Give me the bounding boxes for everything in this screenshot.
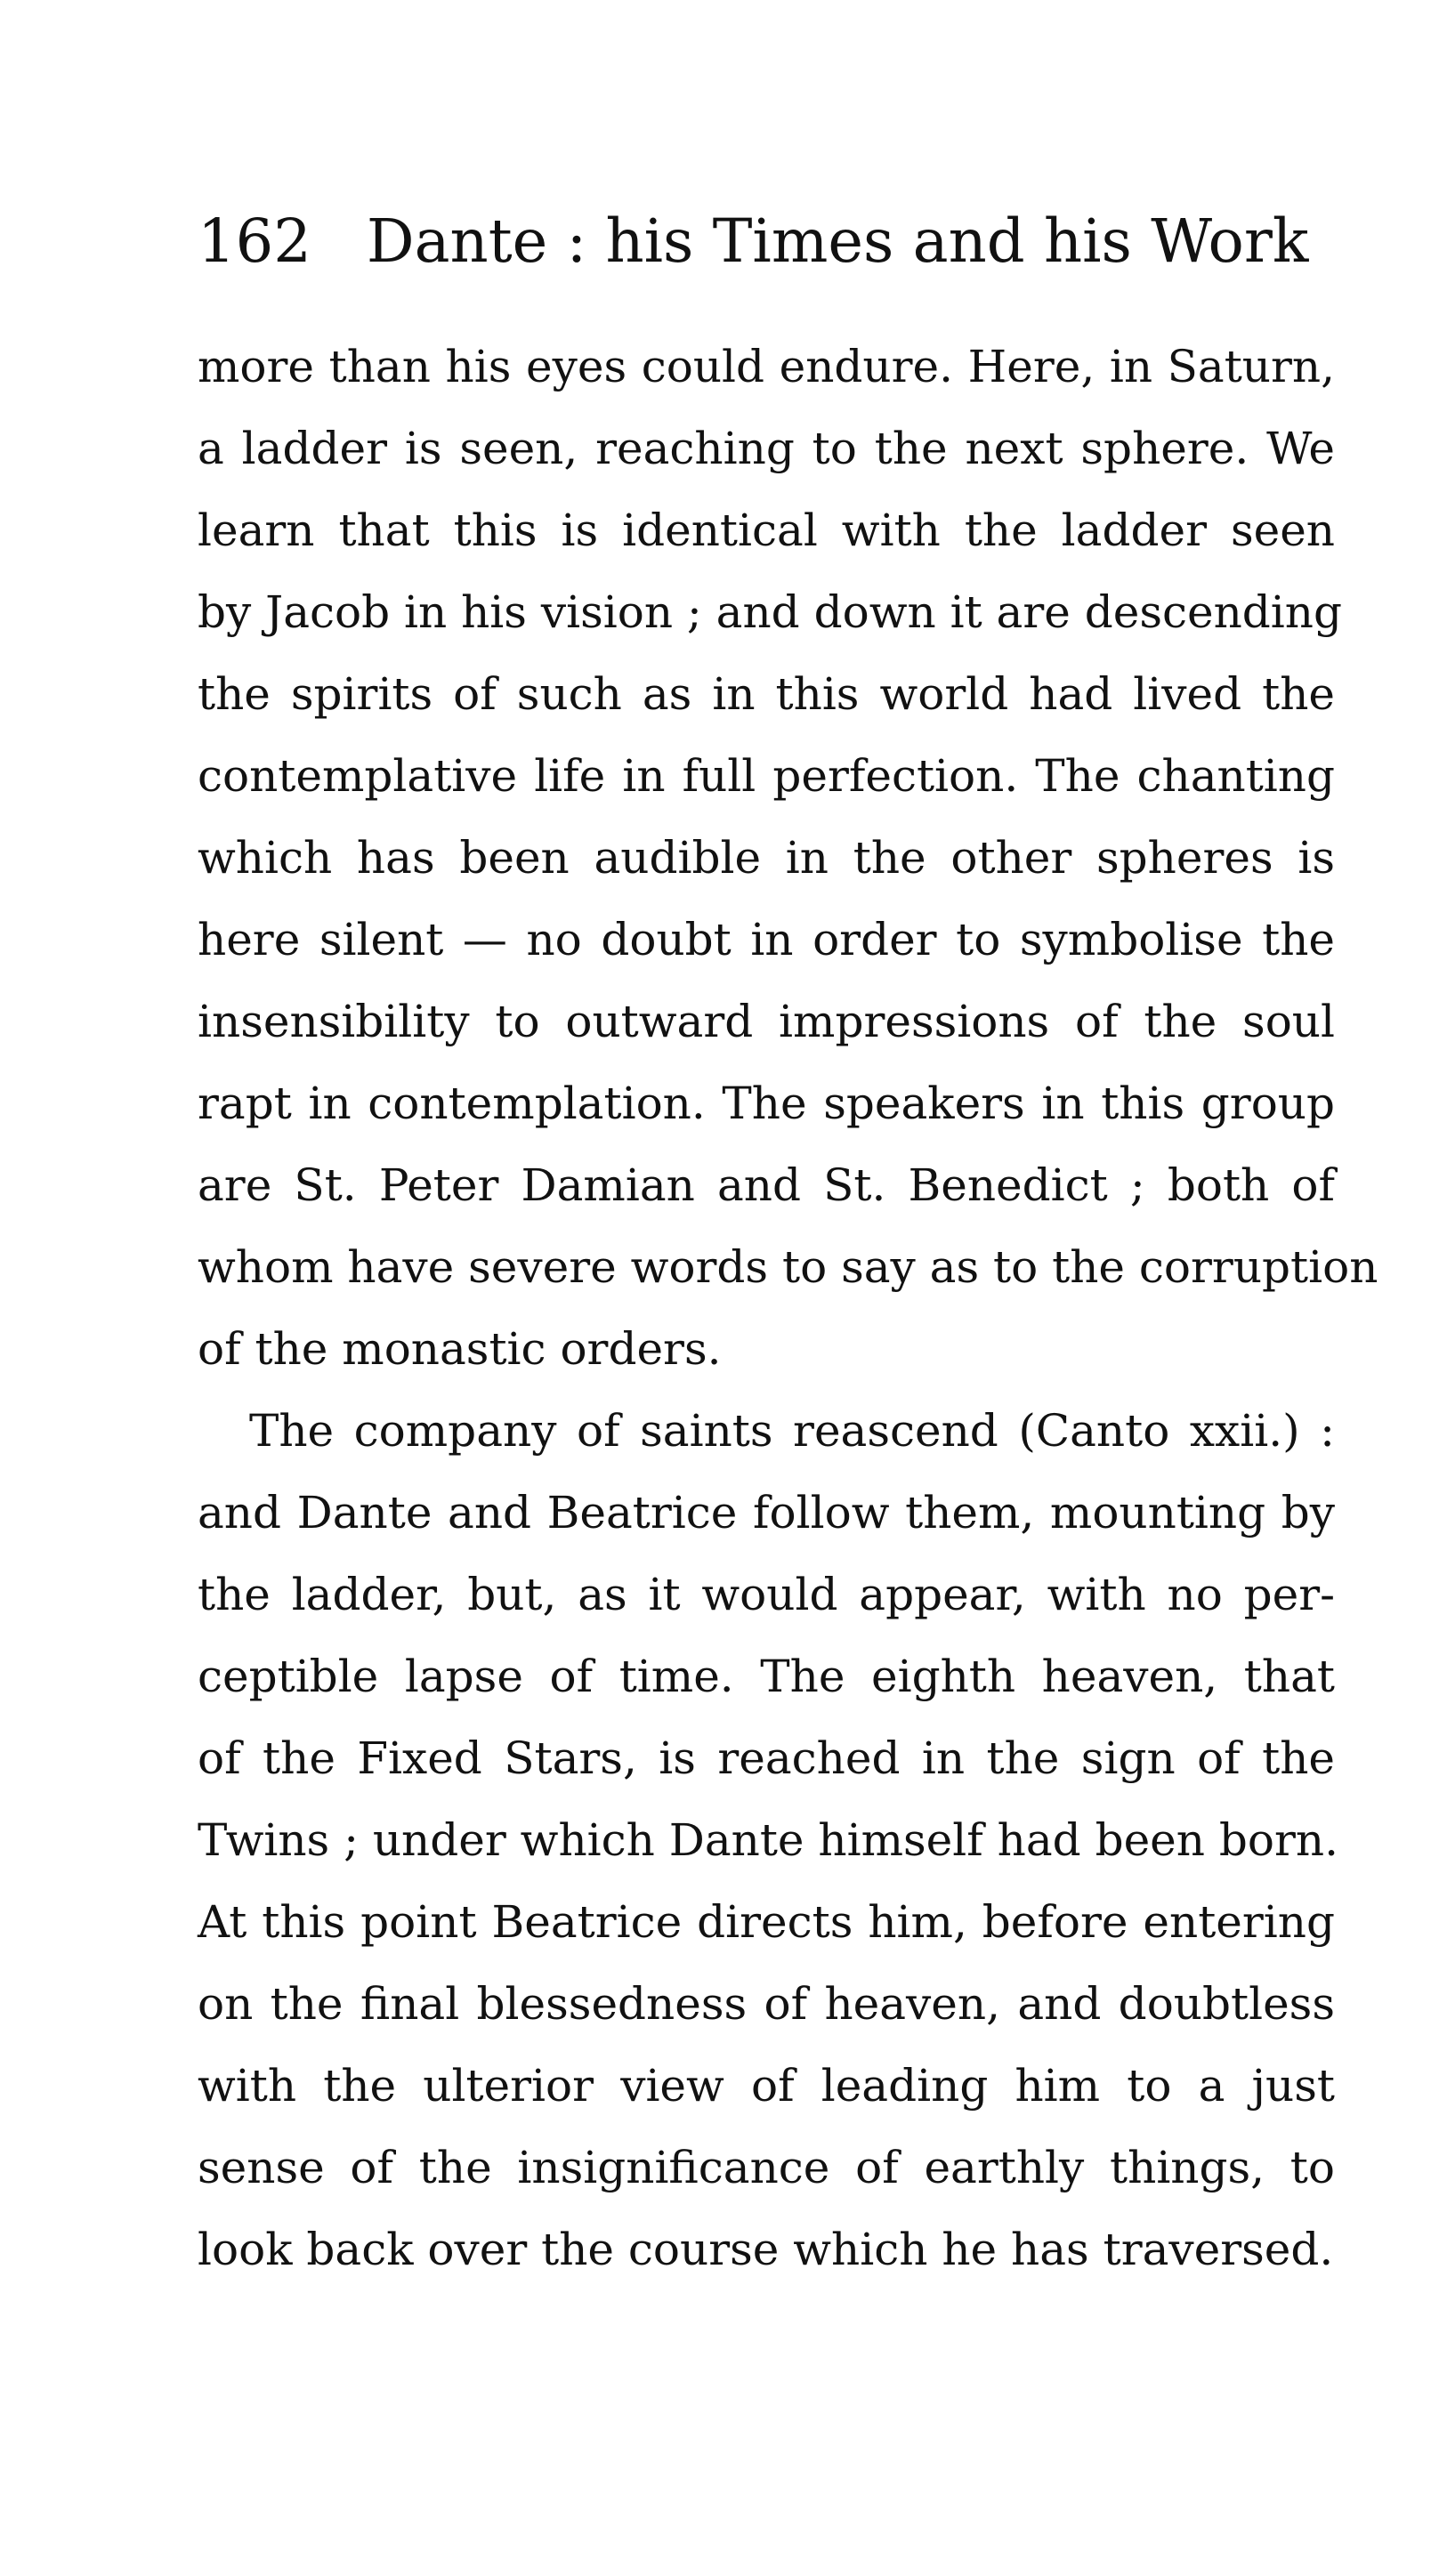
text-line: more than his eyes could endure. Here, in Saturn, bbox=[198, 341, 1335, 392]
text-line: a ladder is seen, reaching to the next sphere. We bbox=[198, 423, 1335, 474]
text-line: the ladder, but, as it would appear, with no per- bbox=[198, 1569, 1335, 1620]
text-line: learn that this is identical with the ladder seen bbox=[198, 505, 1335, 556]
running-title: Dante : his Times and his Work bbox=[366, 206, 1309, 276]
text-line: Twins ; under which Dante himself had been born. bbox=[198, 1814, 1338, 1866]
text-line: insensibility to outward impressions of the soul bbox=[198, 996, 1335, 1047]
text-line: with the ulterior view of leading him to a just bbox=[198, 2060, 1335, 2112]
paragraph-1 bbox=[198, 326, 1378, 1390]
text-line: rapt in contemplation. The speakers in this group bbox=[198, 1078, 1335, 1129]
text-line: by Jacob in his vision ; and down it are descending bbox=[198, 586, 1343, 638]
text-line: of the Fixed Stars, is reached in the sign of the bbox=[198, 1732, 1335, 1784]
paragraph-2 bbox=[198, 1390, 1338, 2290]
text-line: here silent — no doubt in order to symbolise the bbox=[198, 914, 1335, 965]
text-line: are St. Peter Damian and St. Benedict ; both of bbox=[198, 1159, 1335, 1211]
text-line: whom have severe words to say as to the corruption bbox=[198, 1241, 1378, 1293]
text-line: the spirits of such as in this world had lived the bbox=[198, 668, 1335, 720]
text-line: look back over the course which he has traversed. bbox=[198, 2224, 1334, 2275]
text-line: sense of the insignificance of earthly things, to bbox=[198, 2142, 1335, 2193]
running-head bbox=[198, 201, 1335, 281]
text-line: on the final blessedness of heaven, and doubtless bbox=[198, 1978, 1335, 2030]
text-line: which has been audible in the other spheres is bbox=[198, 832, 1335, 884]
text-line: At this point Beatrice directs him, before entering bbox=[198, 1896, 1335, 1948]
text-line: The company of saints reascend (Canto xxii.) : bbox=[249, 1405, 1335, 1457]
page-number: 162 bbox=[198, 206, 311, 276]
body-text bbox=[198, 326, 1378, 2290]
text-line: contemplative life in full perfection. The chanting bbox=[198, 750, 1335, 802]
text-line: of the monastic orders. bbox=[198, 1323, 722, 1375]
text-line: and Dante and Beatrice follow them, mounting by bbox=[198, 1487, 1335, 1538]
text-line: ceptible lapse of time. The eighth heaven, that bbox=[198, 1651, 1335, 1702]
